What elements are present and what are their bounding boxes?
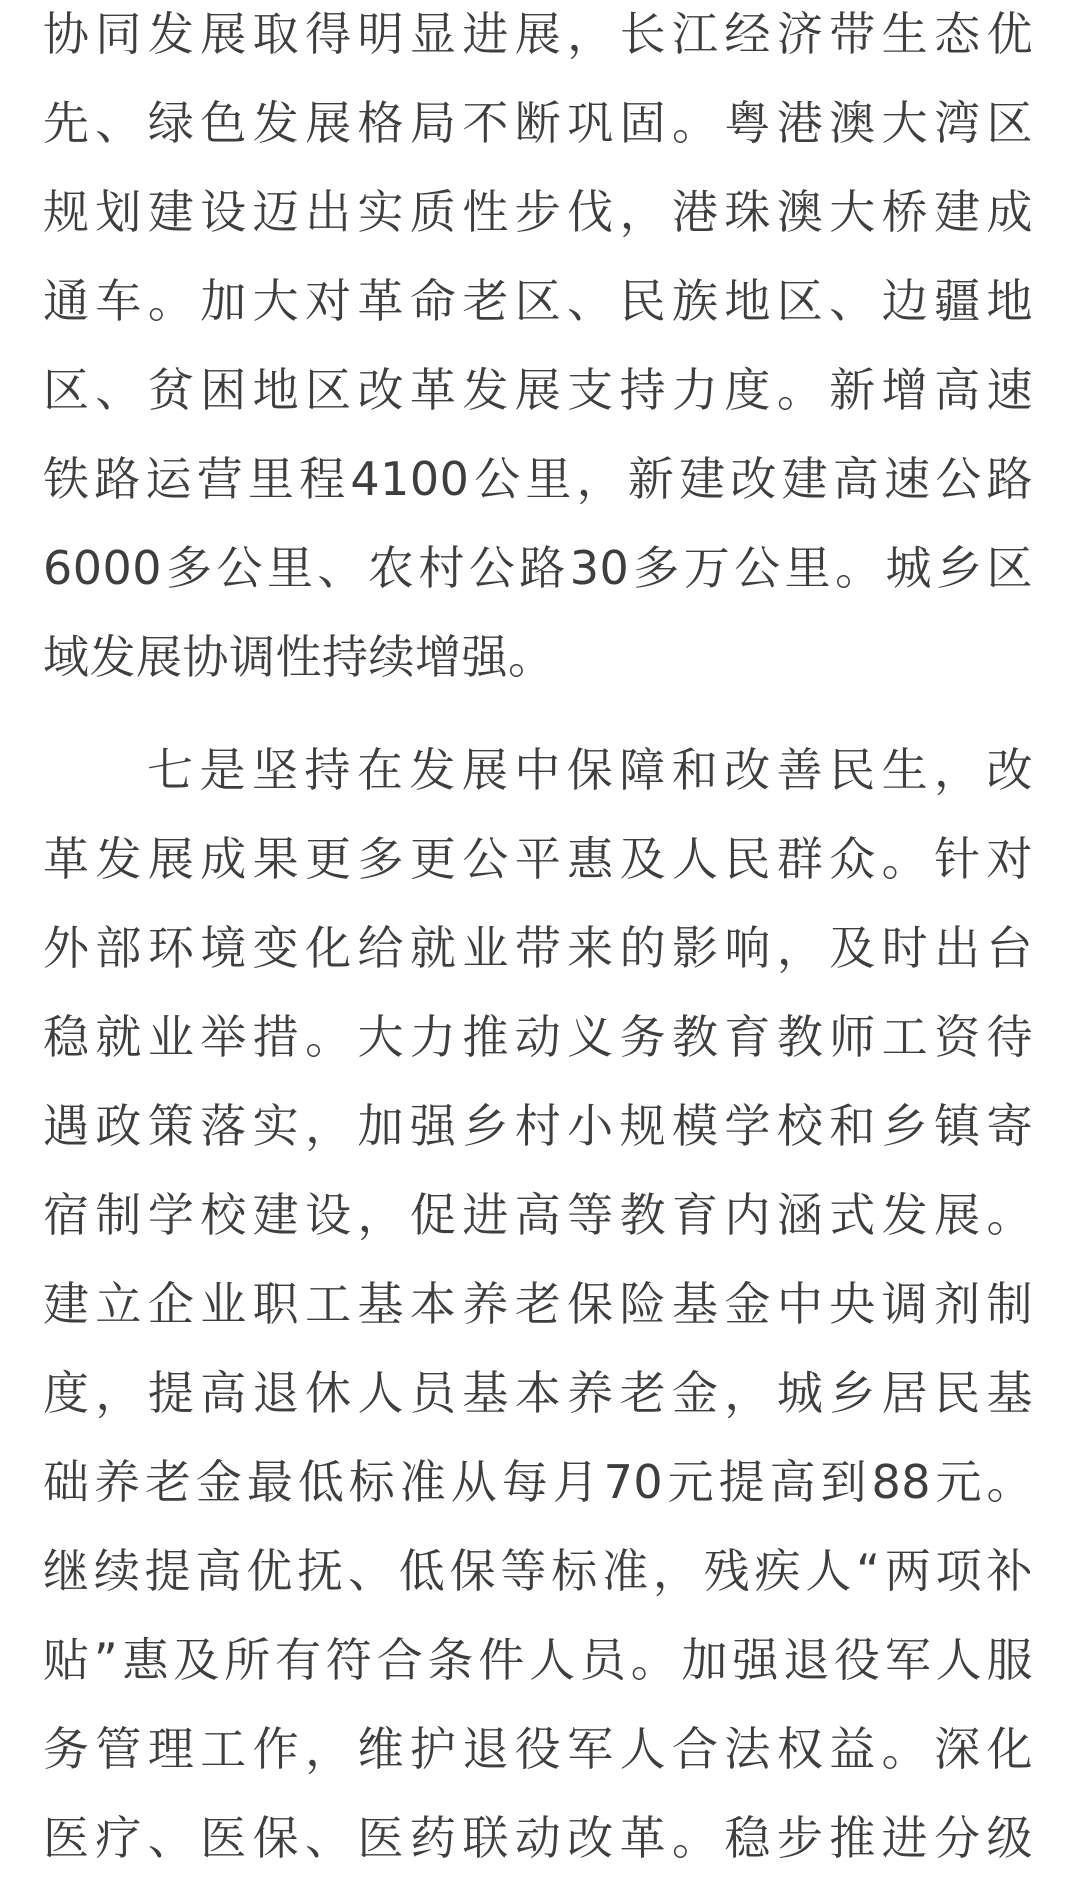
text-line: 七是坚持在发展中保障和改善民生，改 bbox=[147, 743, 1033, 797]
text-line: 建立企业职工基本养老保险基金中央调剂制 bbox=[43, 1277, 1033, 1331]
text-line: 协同发展取得明显进展，长江经济带生态优 bbox=[43, 7, 1033, 61]
text-line: 遇政策落实，加强乡村小规模学校和乡镇寄 bbox=[43, 1099, 1033, 1153]
text-line: 先、绿色发展格局不断巩固。粤港澳大湾区 bbox=[43, 96, 1033, 150]
text-line: 务管理工作，维护退役军人合法权益。深化 bbox=[43, 1722, 1033, 1776]
text-line: 规划建设迈出实质性步伐，港珠澳大桥建成 bbox=[43, 185, 1033, 239]
text-line: 通车。加大对革命老区、民族地区、边疆地 bbox=[43, 274, 1033, 328]
text-line: 6000多公里、农村公路30多万公里。城乡区 bbox=[43, 541, 1033, 595]
text-line: 继续提高优抚、低保等标准，残疾人“两项补 bbox=[43, 1544, 1033, 1598]
text-line: 革发展成果更多更公平惠及人民群众。针对 bbox=[43, 832, 1033, 886]
article-body bbox=[43, 0, 1043, 1883]
text-line: 度，提高退休人员基本养老金，城乡居民基 bbox=[43, 1366, 1033, 1420]
text-line: 宿制学校建设，促进高等教育内涵式发展。 bbox=[43, 1188, 1033, 1242]
text-line: 外部环境变化给就业带来的影响，及时出台 bbox=[43, 921, 1033, 975]
text-line: 础养老金最低标准从每月70元提高到88元。 bbox=[43, 1455, 1033, 1509]
paragraph-regional-development bbox=[43, 0, 1043, 702]
text-line: 贴”惠及所有符合条件人员。加强退役军人服 bbox=[43, 1633, 1033, 1687]
paragraph-livelihood bbox=[43, 726, 1043, 1883]
text-line: 区、贫困地区改革发展支持力度。新增高速 bbox=[43, 363, 1033, 417]
text-line: 域发展协调性持续增强。 bbox=[43, 630, 555, 684]
text-line: 稳就业举措。大力推动义务教育教师工资待 bbox=[43, 1010, 1033, 1064]
text-line: 医疗、医保、医药联动改革。稳步推进分级 bbox=[43, 1811, 1033, 1865]
text-line: 铁路运营里程4100公里，新建改建高速公路 bbox=[43, 452, 1033, 506]
